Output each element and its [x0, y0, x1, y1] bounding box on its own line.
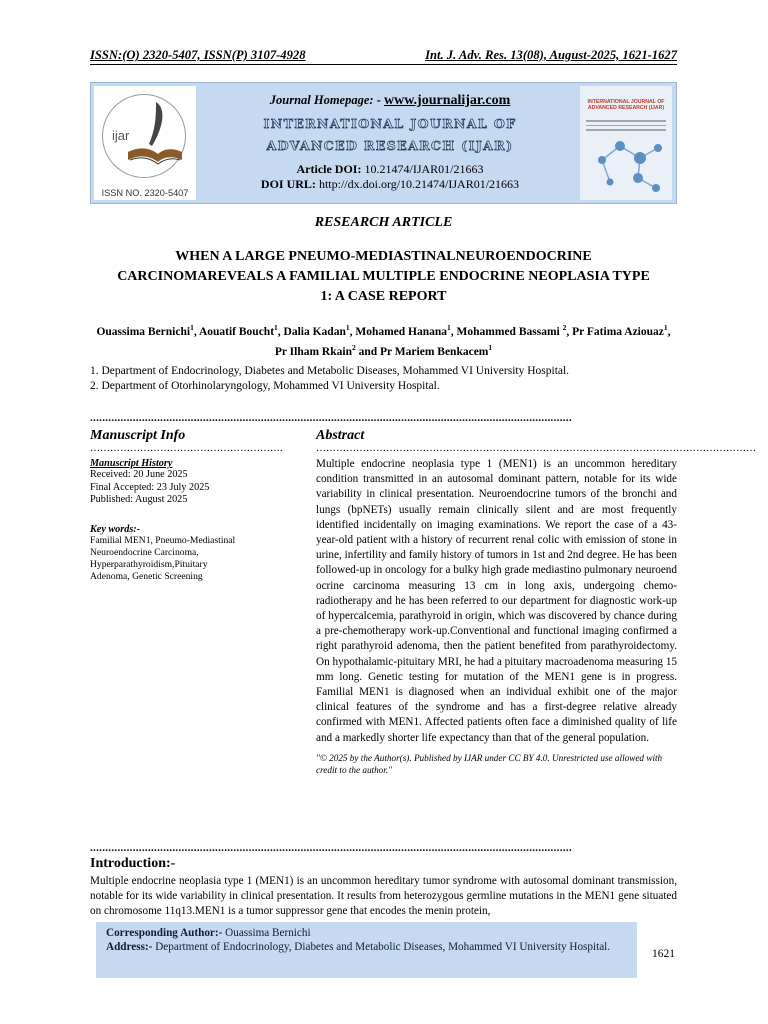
affiliation-2: 2. Department of Otorhinolaryngology, Mohammed VI University Hospital.	[90, 380, 440, 392]
journal-title-line1: INTERNATIONAL JOURNAL OF	[263, 116, 517, 131]
affiliation-1: 1. Department of Endocrinology, Diabetes and Metabolic Diseases, Mohammed VI University Hospital.	[90, 365, 570, 377]
article-type: RESEARCH ARTICLE	[314, 215, 453, 230]
author: Ouassima Bernichi$^1$,	[96, 323, 199, 338]
received-date: Received: 20 June 2025	[90, 469, 188, 480]
abstract-divider: ……………………………………………………………………………………………………………………	[316, 443, 756, 454]
abstract-heading: Abstract	[316, 428, 365, 443]
address-line	[106, 940, 627, 954]
doi-url-value[interactable]: http://dx.doi.org/10.21474/IJAR01/21663	[315, 177, 520, 191]
address-label: Address:-	[106, 941, 153, 953]
section-divider: ..............................................................................................................................................................	[90, 842, 572, 854]
keywords: Familial MEN1, Pneumo-Mediastinal Neuroendocrine Carcinoma, Hyperparathyroidism,Pituitary Adenoma, Genetic Screening	[90, 534, 236, 582]
corresponding-author-box	[96, 922, 637, 978]
manuscript-info	[90, 428, 295, 583]
issn-text: ISSN:(O) 2320-5407, ISSN(P) 3107-4928	[90, 48, 306, 62]
doi-label: Article DOI:	[296, 162, 362, 176]
corresponding-author-line	[106, 926, 627, 940]
affiliations	[90, 364, 569, 394]
manuscript-info-heading: Manuscript Info	[90, 428, 186, 443]
corresponding-name: Ouassima Bernichi	[222, 927, 311, 939]
doi-value: 10.21474/IJAR01/21663	[361, 162, 484, 176]
doi-url-line	[201, 177, 579, 192]
abstract-section	[316, 428, 756, 777]
corresponding-label: Corresponding Author:-	[106, 927, 223, 939]
license-note: "© 2025 by the Author(s). Published by IJAR under CC BY 4.0. Unrestricted use allowed with credit to the author."	[316, 752, 663, 776]
homepage-link[interactable]: www.journalijar.com	[383, 93, 511, 108]
author: Mohammed Bassami $^2$,	[456, 323, 573, 338]
homepage-label: Journal Homepage: -	[269, 93, 384, 107]
manuscript-divider: ………………………………………………….	[90, 443, 283, 454]
doi-line	[201, 162, 579, 177]
author: Mohamed Hanana$^1$,	[355, 323, 457, 338]
author: Dalia Kadan$^1$,	[283, 323, 356, 338]
author: Aouatif Boucht$^1$,	[198, 323, 284, 338]
citation-text: Int. J. Adv. Res. 13(08), August-2025, 1621-1627	[425, 48, 677, 62]
journal-title	[201, 113, 579, 157]
journal-cover-thumbnail	[580, 86, 672, 200]
address-text: Department of Endocrinology, Diabetes and Metabolic Diseases, Mohammed VI University Hospital.	[152, 941, 611, 953]
keywords-label: Key words:-	[90, 523, 141, 535]
journal-banner	[90, 82, 677, 204]
article-title-line2: CARCINOMAREVEALS A FAMILIAL MULTIPLE ENDOCRINE NEOPLASIA TYPE	[117, 269, 650, 284]
journal-logo	[94, 86, 196, 200]
molecule-icon	[580, 86, 672, 200]
section-divider: ..............................................................................................................................................................	[90, 412, 572, 424]
homepage-line	[201, 93, 579, 109]
page-number: 1621	[652, 948, 675, 960]
cover-title: INTERNATIONAL JOURNAL OF ADVANCED RESEARCH (IJAR)	[587, 99, 665, 111]
author: Pr Fatima Aziouaz$^1$,	[572, 323, 671, 338]
introduction-text: Multiple endocrine neoplasia type 1 (MEN1) is an uncommon hereditary tumor syndrome with autosomal dominant transmission, notable for its wide variability in clinical presentation. It results from heterozygous germline mutations in the MEN1 gene situated on chromosome 11q13.MEN1 is a tumor suppressor gene that encodes the menin protein,	[90, 875, 677, 918]
doi-url-label: DOI URL:	[260, 177, 316, 191]
journal-title-line2: ADVANCED RESEARCH (IJAR)	[266, 138, 514, 153]
quill-book-icon	[94, 86, 196, 181]
article-title-line3: 1: A CASE REPORT	[320, 289, 447, 304]
accepted-date: Final Accepted: 23 July 2025	[90, 481, 210, 493]
manuscript-history-label: Manuscript History	[90, 458, 173, 469]
author: Pr Mariem Benkacem$^1$	[380, 342, 493, 358]
introduction-heading: Introduction:-	[90, 856, 176, 871]
running-header	[90, 48, 677, 65]
author: Pr Ilham Rkain$^2$ and	[274, 342, 381, 358]
article-title-line1: WHEN A LARGE PNEUMO-MEDIASTINALNEUROENDOCRINE	[175, 249, 592, 264]
author-list	[90, 320, 677, 360]
banner-center	[201, 93, 579, 192]
abstract-text: Multiple endocrine neoplasia type 1 (MEN1) is an uncommon hereditary condition transmitted in an autosomal dominant pattern, notable for its wide variability in clinical presentation. Neuroendocrine tumors of the bronchi and lungs (bpNETs) usually remain clinically silent and are most frequently identified incidentally on imaging examinations. We report the case of a 43-year-old patient with a history of recurrent renal colic with emission of stone in urine, infertility and family history of tumors in 1st and 2nd degree. He has been followed-up in oncology for a bulky high grade mediastino pulmonary neuroend ocrine carcinoma measuring 13 cm in long axis, undergoing chemo-radiotherapy and he has been referred to our department for diagnostic work-up of hypercalcemia, parathyroid in origin, which was discovered by chance during a pre-chemotherapy work-up.Conventional and functional imaging confirmed a right parathyroid adenoma, then the patient benefited from parathyroidectomy. On hypothalamic-pituitary MRI, he had a pituitary macroadenoma measuring 15 mm long. Genetic testing for mutation of the MEN1 gene is in progress. Familial MEN1 is diagnosed when an individual exhibit one of the major clinical features of the syndrome and has a first-degree relative already confirmed with MEN1. Affected patients often face a diminished quality of life and a markedly shorter life expectancy than that of the general population.	[316, 458, 678, 744]
published-date: Published: August 2025	[90, 494, 188, 505]
logo-issn: ISSN NO. 2320-5407	[101, 188, 189, 198]
logo-text: ijar	[112, 128, 130, 143]
article-title	[90, 247, 677, 307]
